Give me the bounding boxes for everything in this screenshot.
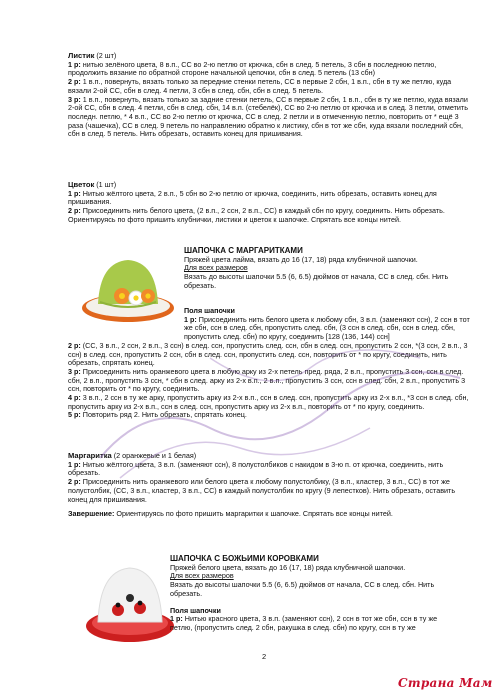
leaf-row3-label: 3 р: — [68, 94, 81, 104]
page-number: 2 — [262, 652, 267, 661]
brim-row5-text: Повторить ряд 2. Нить обрезать, спрятать конец. — [80, 410, 247, 420]
flower-row1-text: Нитью жёлтого цвета, 2 в.п., 5 сбн во 2-ю петлю от крючка, соединить, нить обрезать, оставить конец для пришивания. — [68, 188, 437, 207]
brim-row4-label: 4 р: — [68, 393, 81, 403]
brim-row1-label: 1 р: — [184, 314, 197, 324]
daisy-row2-label: 2 р: — [68, 477, 81, 487]
leaf-row1-label: 1 р: — [68, 59, 81, 69]
daisy-title: Маргаритка — [68, 451, 112, 460]
leaf-row1-text: нитью зелёного цвета, 8 в.п., СС во 2-ю петлю от крючка, сбн в след. 5 петель, 3 сбн в последнюю петлю, продолжить вязание по обратной стороне начальной цепочки, сбн в след. 5 петель (13 сбн) — [68, 59, 437, 78]
leaf-row2-text: 1 в.п., повернуть, вязать только за передние стенки петель, СС в первые 2 сбн, 1 в.п., сбн в ту же петлю, куда вязали 2-ой СС, сбн в след. 4 петли, 3 сбн в след. сбн, сбн в след. 5 петель. — [68, 77, 452, 95]
finish-text: Ориентируясь по фото пришить маргаритки к шапочке. Спрятать все концы нитей. — [114, 509, 393, 519]
leaf-title: Листик — [68, 51, 95, 60]
ladybug-hat-title: ШАПОЧКА С БОЖЬИМИ КОРОВКАМИ — [170, 554, 319, 563]
brim-row3-text: Присоединить нить оранжевого цвета в любую арку из 2-х петель пред. ряда, 2 в.п., пропустить 3 ссн, ссн в след. сбн, 2 в.п., пропустить 3 ссн, * сбн в след. арку из 2-х в.п., 2 в.п., пропустить 3 ссн, ссн в след. сбн, 2 в.п., пропустить 3 ссн, повторить от * по кругу, соединить. — [68, 366, 466, 394]
leaf-section — [68, 52, 472, 139]
daisy-section — [68, 452, 472, 519]
flower-qty: (1 шт) — [94, 180, 117, 189]
leaf-row2-label: 2 р: — [68, 77, 81, 87]
flower-section — [68, 181, 472, 225]
brim-row2-text: (СС, 3 в.п., 2 ссн, 2 в.п., 3 ссн) в след. ссн, пропустить след. ссн, сбн в след. ссн, пропустить 2 ссн, *(3 ссн, 2 в.п., 3 ссн) в след. ссн, пропустить 2 ссн, сбн в след. ссн, пропустить след. ссн, повторить от * по кругу, соединить, нить обрезать, спрятать конец. — [68, 340, 468, 368]
flower-row1-label: 1 р: — [68, 188, 81, 198]
flower-row2-text: Присоединить нить белого цвета, (2 в.п., 2 ссн, 2 в.п., СС) в каждый сбн по кругу, соединить. Нить обрезать. — [80, 206, 445, 216]
flower-row2-label: 2 р: — [68, 206, 81, 216]
brim-row1-text: Присоединить нить белого цвета к любому сбн, 3 в.п. (заменяют ссн), 2 ссн в тот же сбн, ссн в след. сбн, пропустить след. сбн, (3 ссн в след. сбн, ссн в след. сбн, пропустить след. сбн) по кругу, соединить [128 (136, 144) ссн] — [184, 314, 470, 342]
daisy-row1-label: 1 р: — [68, 459, 81, 469]
finish-label: Завершение: — [68, 509, 115, 519]
daisy-hat-section — [184, 247, 474, 291]
flower-title: Цветок — [68, 180, 95, 189]
daisy-hat-title: ШАПОЧКА С МАРГАРИТКАМИ — [184, 246, 303, 255]
brim-row4-text: 3 в.п., 2 ссн в ту же арку, пропустить арку из 2-х в.п., ссн в след. ссн, пропустить арку из 2-х в.п., *3 ссн в след. сбн, пропустить арку из 2-х в.п., ссн в след. ссн, пропустить арку из 2-х в.п., повторить от * по кругу, соединить. — [68, 393, 469, 411]
daisy-row2-text: Присоединить нить оранжевого или белого цвета к любому полустолбику, (3 в.п., кластер, 3 в.п., СС) в тот же полустолбик, (СС, 3 в.п., кластер, 3 в.п., СС) в каждый полустолбик по кругу (9 лепестков). Нить обрезать, оставить конец для пришивания. — [68, 477, 456, 504]
brim-row2-label: 2 р: — [68, 340, 81, 350]
daisy-brim-title: Поля шапочки — [184, 306, 235, 315]
daisy-orange-1 — [114, 288, 130, 304]
leaf-qty: (2 шт) — [94, 51, 117, 60]
ladybug-brim-row1-text: Нитью красного цвета, 3 в.п. (заменяют ссн), 2 ссн в тот же сбн, ссн в ту же петлю, (пропустить след. 2 сбн, ракушка в след. сбн) по кругу, ссн в ту же — [170, 614, 438, 632]
daisy-hat-sizes: Для всех размеров — [184, 263, 248, 273]
brim-row3-label: 3 р: — [68, 366, 81, 376]
ladybug-brim-title: Поля шапочки — [170, 605, 221, 615]
ladybug-hat-sizes: Для всех размеров — [170, 571, 234, 581]
daisy-hat-yarn: Пряжей цвета лайма, вязать до 16 (17, 18) ряда клубничной шапочки. — [184, 254, 418, 264]
daisy-qty: (2 оранжевые и 1 белая) — [111, 451, 197, 460]
daisy-orange-2 — [141, 289, 155, 303]
daisy-hat-height: Вязать до высоты шапочки 5.5 (6, 6.5) дюймов от начала, СС в след. сбн. Нить обрезать. — [184, 272, 449, 290]
ladybug-hat-height: Вязать до высоты шапочки 5.5 (6, 6.5) дюймов от начала, СС в след. сбн. Нить обрезать. — [170, 580, 435, 598]
daisy-row1-text: Нитью жёлтого цвета, 3 в.п. (заменяют ссн), 8 полустолбиков с накидом в 3-ю п. от крючка, соединить, нить обрезать. — [68, 459, 444, 478]
daisy-hat-brim — [68, 307, 472, 420]
brim-row5-label: 5 р: — [68, 410, 81, 420]
site-logo: Страна Мам — [398, 676, 493, 690]
flower-finish: Ориентируясь по фото пришить клубнички, листики и цветок к шапочке. Спрятать все концы нитей. — [68, 214, 402, 224]
leaf-row3-text: 1 в.п., повернуть, вязать только за задние стенки петель, СС в первые 2 сбн, 1 в.п., сбн в ту же петлю, куда вязали 2-ой СС, сбн в след. 4 петли, сбн в след. сбн, 14 в.п. (стебелёк), СС во 2-ю петлю от крючка и в след. 3 петли, отметить последн. петлю, * 4 в.п., СС во 2-ю петлю от крючка, СС в след. 2 петли и в отмеченную петлю, повторить от * ещё 3 раза (чашечка), СС в след. 9 петель по направлению обратно к листику, сбн в тот же сбн, куда вязали последний сбн, сбн в след. 5 петель. Нить обрезать, оставить конец для пришивания. — [68, 94, 468, 139]
ladybug-brim-row1-label: 1 р: — [170, 614, 183, 624]
ladybug-hat-photo — [82, 556, 178, 648]
ladybug-hat-section — [170, 555, 460, 633]
ladybug-hat-illustration — [82, 556, 178, 648]
daisy-white — [129, 291, 143, 305]
ladybug-hat-yarn: Пряжей белого цвета, вязать до 16 (17, 18) ряда клубничной шапочки. — [170, 562, 406, 572]
